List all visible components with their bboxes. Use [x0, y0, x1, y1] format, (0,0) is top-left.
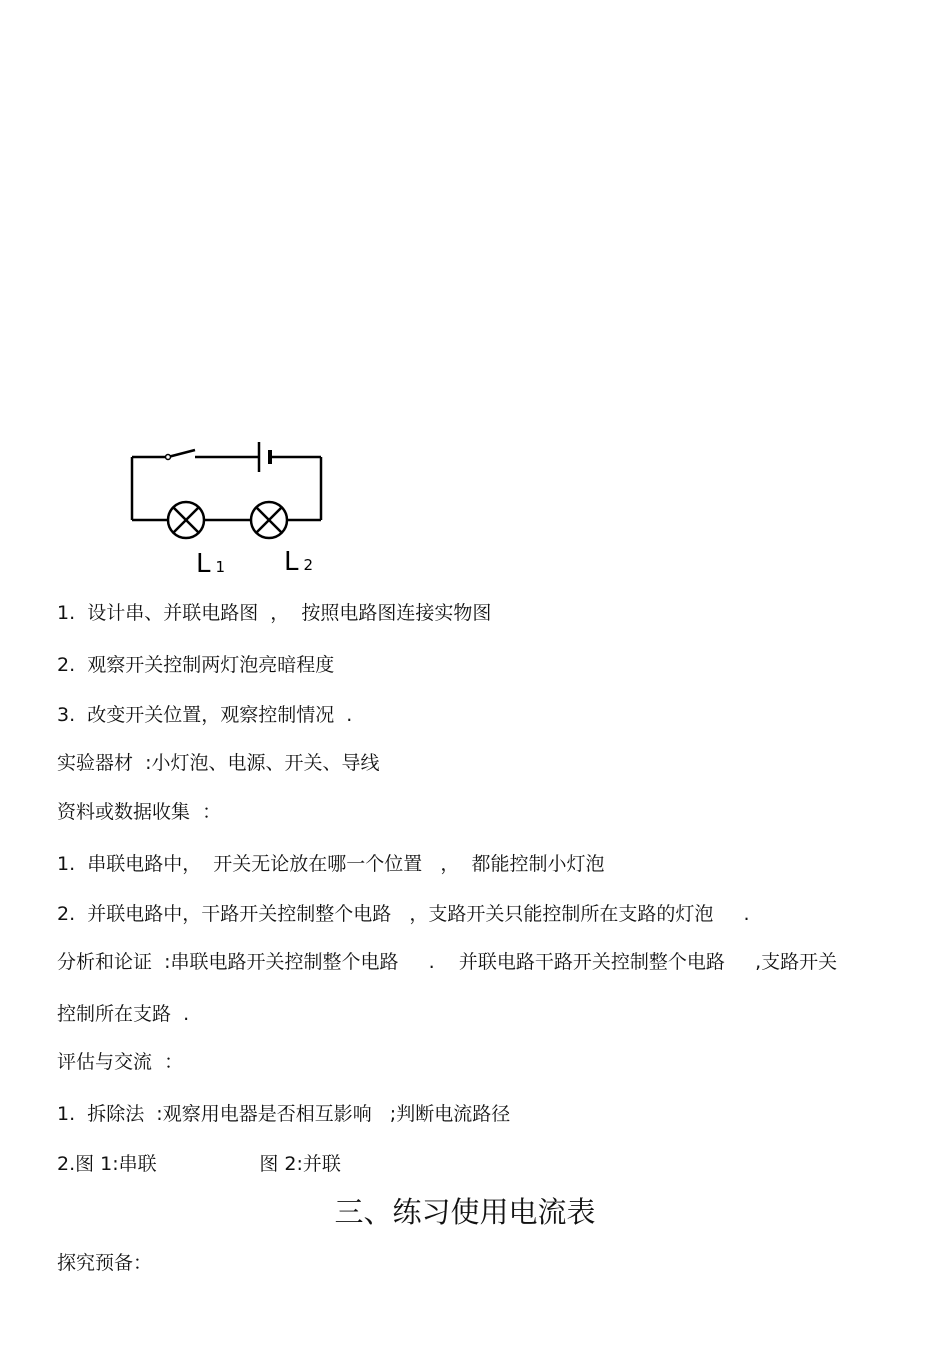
step-3-change-switch: 3. 改变开关位置，观察控制情况 . — [57, 704, 353, 726]
step-2-observe-brightness: 2. 观察开关控制两灯泡亮暗程度 — [57, 654, 335, 676]
evaluation-item-2: 2.图 1:串联 图 2:并联 — [57, 1153, 341, 1175]
equipment-line: 实验器材 :小灯泡、电源、开关、导线 — [57, 752, 380, 774]
series-circuit-diagram — [120, 430, 340, 580]
switch-blade — [168, 450, 195, 457]
preparation-heading: 探究预备： — [57, 1252, 153, 1274]
analysis-line: 分析和论证 :串联电路开关控制整个电路 . 并联电路干路开关控制整个电路 ,支路开关 — [57, 951, 838, 973]
finding-1-series: 1. 串联电路中， 开关无论放在哪一个位置 ， 都能控制小灯泡 — [57, 853, 605, 875]
evaluation-item-1: 1. 拆除法 :观察用电器是否相互影响 ;判断电流路径 — [57, 1103, 511, 1125]
lamp-l1-label: L 1 — [196, 549, 226, 579]
lamp-l1-symbol — [168, 502, 204, 538]
lamp-l2-symbol — [251, 502, 287, 538]
step-1-design-circuit: 1. 设计串、并联电路图 ， 按照电路图连接实物图 — [57, 602, 492, 624]
analysis-line-continued: 控制所在支路 . — [57, 1003, 190, 1025]
evaluation-heading: 评估与交流 ： — [57, 1051, 184, 1073]
lamp-l2-label: L 2 — [284, 547, 314, 577]
section-heading: 三、练习使用电流表 — [334, 1195, 596, 1229]
data-collection-heading: 资料或数据收集 ： — [57, 801, 222, 823]
finding-2-parallel: 2. 并联电路中，干路开关控制整个电路 ，支路开关只能控制所在支路的灯泡 . — [57, 903, 750, 925]
